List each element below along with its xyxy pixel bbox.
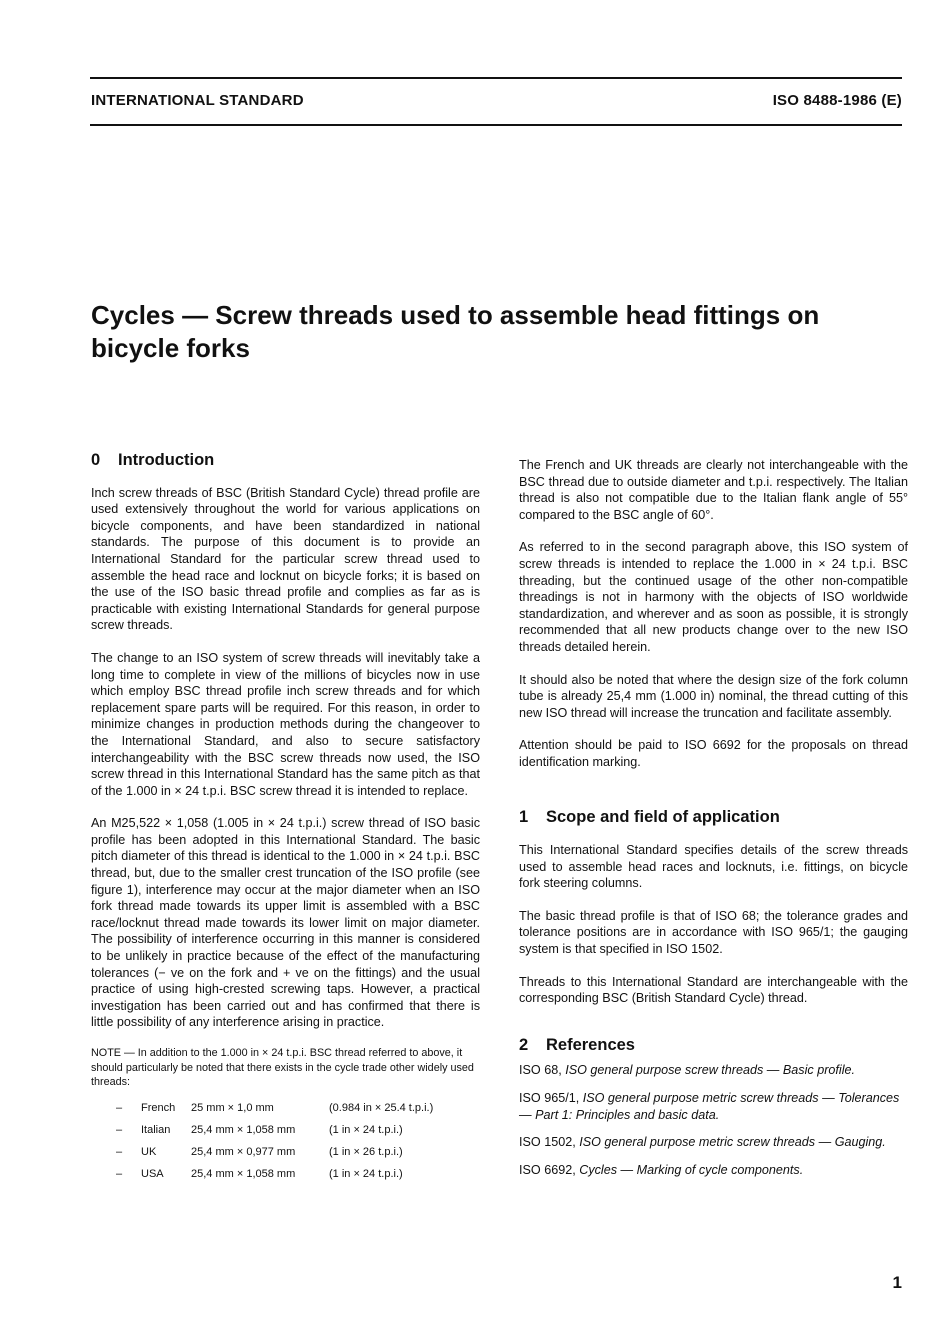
header-top-rule [90,77,902,79]
references-heading-text: References [546,1035,635,1054]
scope-paragraph-3: Threads to this International Standard are interchangeable with the corresponding BSC (British Standard Cycle) thread. [519,974,908,1006]
intro-paragraph-6: It should also be noted that where the design size of the fork column tube is already 25,4 mm (1.000 in) nominal, the thread cutting of this new ISO thread will increase the truncation and facilitate assembly. [519,672,908,720]
intro-paragraph-3: An M25,522 × 1,058 (1.005 in × 24 t.p.i.) screw thread of ISO basic profile has been adopted in this International Standard. The basic pitch diameter of this thread is identical to the 1.000 in × 24 t.p.i. BSC thread, but, due to the smaller crest truncation of the ISO profile (see figure 1), interference may occur at the major diameter when an ISO fork thread made towards its upper limit is assembled with a BSC race/locknut thread made towards its lower limit on major diameter. The possibility of interference occurring in this manner is considered to be unlikely in practice because of the effect of the manufacturing tolerances (− ve on the fork and + ve on the fittings) and the usual practice of using high-crested screwing taps. However, a practical investigation has been carried out and has confirmed that there is little possibility of any interference arising in practice. [91,816,480,1030]
thread-dash: – [116,1123,123,1136]
left-column [91,452,480,1186]
reference-code: ISO 1502, [519,1135,576,1150]
scope-paragraph-2: The basic thread profile is that of ISO 68; the tolerance grades and tolerance positions are in accordance with ISO 965/1; the gauging system is that specified in ISO 1502. [519,908,908,957]
document-title: Cycles — Screw threads used to assemble head fittings on bicycle forks [91,300,820,363]
thread-size: 25,4 mm × 0,977 mm [191,1145,296,1158]
thread-inch: (0.984 in × 25.4 t.p.i.) [329,1101,434,1114]
references-number: 2 [519,1035,529,1054]
thread-table [116,1098,433,1186]
intro-paragraph-4: The French and UK threads are clearly not interchangeable with the BSC thread due to outside diameter and t.p.i. respectively. The Italian thread is also not compatible due to the Italian flank angle of 55° compared to the BSC angle of 60°. [519,458,908,522]
intro-paragraph-5: As referred to in the second paragraph above, this ISO system of screw threads is intended to replace the 1.000 in × 24 t.p.i. BSC threading, but the continued usage of the other non-compatible threadings is not in harmony with the objects of ISO worldwide standardization, and wherever and as soon as possible, it is strongly recommended that all new products change over to the new ISO threads detailed herein. [519,540,908,654]
intro-paragraph-2: The change to an ISO system of screw threads will inevitably take a long time to complete in view of the millions of bicycles now in use which employ BSC thread profile inch screw threads and for which replacement spare parts will be required. For this reason, in order to minimize changes in production methods during the changeover to the International Standard, and also to secure satisfactory interchangeability with the BSC screw threads now used, the ISO screw thread in this International Standard has the same pitch as that of the 1.000 in × 24 t.p.i. BSC screw thread it is intended to replace. [91,650,480,798]
thread-dash: – [116,1101,123,1114]
scope-number: 1 [519,807,529,826]
scope-heading-text: Scope and field of application [546,807,780,826]
thread-country: Italian [141,1123,171,1136]
intro-heading [91,452,480,469]
thread-country: French [141,1101,176,1114]
reference-code: ISO 6692, [519,1162,576,1177]
scope-heading [519,809,908,826]
reference-title: ISO general purpose metric screw threads — Gauging. [579,1135,886,1150]
header-standard-label: INTERNATIONAL STANDARD [91,92,304,109]
thread-row-usa [116,1164,433,1186]
reference-code: ISO 965/1, [519,1091,580,1106]
reference-title: Cycles — Marking of cycle components. [579,1162,804,1177]
intro-number: 0 [91,451,101,469]
reference-item [519,1090,908,1123]
thread-row-french [116,1098,433,1120]
scope-paragraph-1: This International Standard specifies details of the screw threads used to assemble head races and locknuts, i.e. fittings, on bicycle fork steering columns. [519,843,908,891]
intro-heading-text: Introduction [118,451,215,469]
reference-title: ISO general purpose screw threads — Basic profile. [565,1063,855,1078]
page-number: 1 [892,1273,902,1292]
references-heading [519,1037,908,1054]
reference-item [519,1162,908,1179]
intro-paragraph-7: Attention should be paid to ISO 6692 for the proposals on thread identification marking. [519,738,908,769]
thread-dash: – [116,1145,123,1158]
reference-title: ISO general purpose metric screw threads — Tolerances — Part 1: Principles and basic data. [519,1091,900,1122]
thread-country: USA [141,1167,164,1180]
thread-row-uk [116,1142,433,1164]
reference-code: ISO 68, [519,1063,562,1078]
thread-size: 25 mm × 1,0 mm [191,1101,274,1114]
header-bottom-rule [90,124,902,126]
intro-note: NOTE — In addition to the 1.000 in × 24 t.p.i. BSC thread referred to above, it should particularly be noted that there exists in the cycle trade other widely used threads: [91,1047,474,1089]
thread-size: 25,4 mm × 1,058 mm [191,1167,296,1180]
thread-inch: (1 in × 24 t.p.i.) [329,1123,403,1136]
thread-inch: (1 in × 24 t.p.i.) [329,1167,403,1180]
header-standard-number: ISO 8488-1986 (E) [772,92,902,109]
thread-dash: – [116,1167,123,1180]
reference-item [519,1134,908,1151]
thread-country: UK [141,1145,157,1158]
thread-row-italian [116,1120,433,1142]
thread-inch: (1 in × 26 t.p.i.) [329,1145,403,1158]
reference-item [519,1062,908,1079]
intro-paragraph-1: Inch screw threads of BSC (British Standard Cycle) thread profile are used extensively throughout the world for various applications on bicycle components, and have been standardized in national standards. The purpose of this document is to provide an International Standard for the particular screw thread used to assemble the head race and locknut on bicycle forks; it is based on the use of the ISO basic thread profile and complies as far as is practicable with existing International Standards for general purpose screw threads. [91,485,480,633]
thread-size: 25,4 mm × 1,058 mm [191,1123,296,1136]
right-column [519,457,908,1178]
